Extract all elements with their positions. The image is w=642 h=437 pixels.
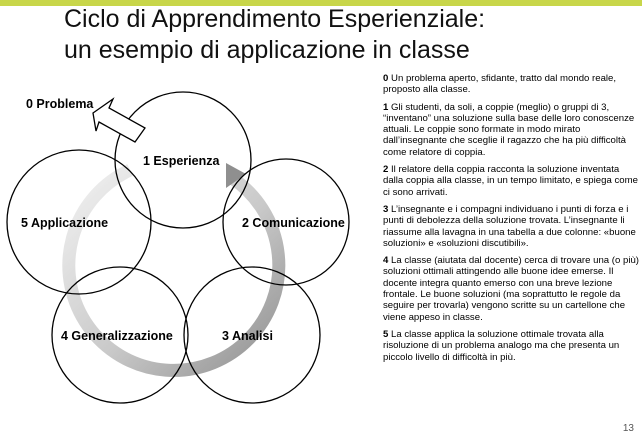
step-text: Un problema aperto, sfidante, tratto dal mondo reale, proposto alla classe.	[383, 73, 617, 96]
step-number: 0	[383, 73, 389, 84]
step-number: 2	[383, 164, 389, 176]
step-description-1	[383, 102, 639, 158]
node-label-applicazione: 5 Applicazione	[21, 216, 109, 230]
title-line-2: un esempio di applicazione in classe	[64, 36, 470, 64]
page-number: 13	[622, 423, 634, 434]
step-number: 3	[383, 203, 389, 215]
title-line-1: Ciclo di Apprendimento Esperienziale:	[64, 5, 486, 33]
step-text: Il relatore della coppia racconta la soluzione inventata dalla coppia alla classe, in un tempo limitato, e spiega come ci sono arrivati.	[383, 164, 638, 198]
node-label-esperienza: 1 Esperienza	[143, 154, 220, 168]
steps-description	[383, 73, 639, 369]
step-number: 4	[383, 255, 389, 267]
step-number: 5	[383, 328, 389, 340]
step-text: La classe applica la soluzione ottimale trovata alla risoluzione di un problema analogo ma che presenta un piccolo livello di difficoltà in più.	[383, 328, 620, 363]
step-number: 1	[383, 101, 389, 113]
step-description-5	[383, 329, 639, 363]
start-label: 0 Problema	[26, 97, 94, 111]
step-text: L’insegnante e i compagni individuano i punti di forza e i punti di debolezza della soluzione trovata. L’insegnante li riassume alla lavagna in una tabella a due colonne: «buone soluzioni» e «soluzioni discutibili».	[383, 203, 636, 249]
step-description-3	[383, 204, 639, 249]
step-description-0	[383, 73, 639, 96]
node-label-comunicazione: 2 Comunicazione	[242, 216, 345, 230]
step-description-4	[383, 255, 639, 323]
node-label-generalizzazione: 4 Generalizzazione	[61, 329, 173, 343]
step-description-2	[383, 164, 639, 198]
step-text: La classe (aiutata dal docente) cerca di trovare una (o più) soluzioni ottimali attingendo alle buone idee emerse. Il docente integra quanto emerso con una breve lezione frontale. Le buone soluzioni (ma soprattutto le regole da seguire per trovarla) vengono scritte su un cartellone che viene appeso in classe.	[383, 255, 639, 323]
node-label-analisi: 3 Analisi	[222, 329, 273, 343]
step-text: Gli studenti, da soli, a coppie (meglio) o gruppi di 3, “inventano” una soluzione sulla base delle loro conoscenze attuali. Le coppie sono formate in modo mirato dall’insegnante che sceglie il ragazzo che ha più difficoltà come relatore di coppia.	[383, 101, 635, 158]
